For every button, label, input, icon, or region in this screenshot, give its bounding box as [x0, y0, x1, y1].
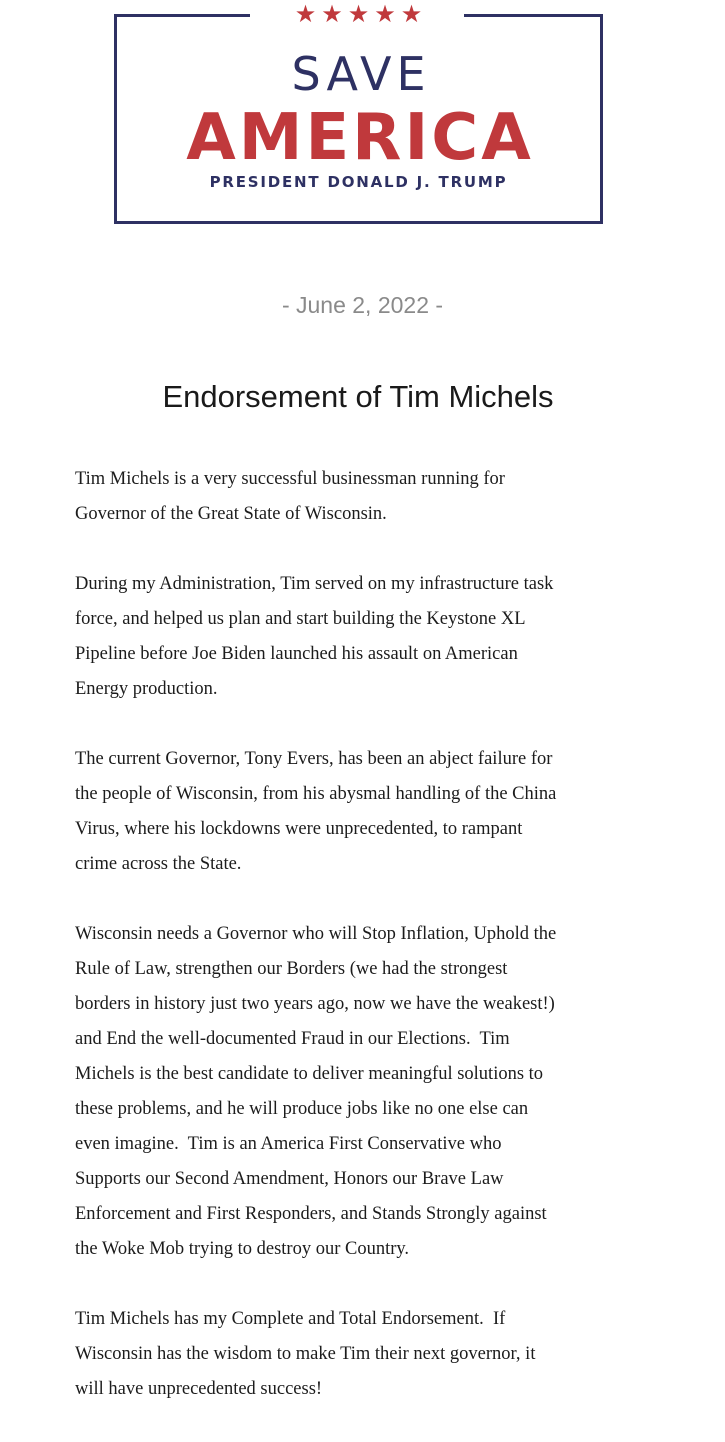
text-line: force, and helped us plan and start building the Keystone XL — [75, 609, 526, 629]
text-line: Tim Michels has my Complete and Total Endorsement. If — [75, 1309, 506, 1329]
paragraph-1 — [75, 462, 655, 532]
text-line: Governor of the Great State of Wisconsin. — [75, 504, 387, 524]
text-line: Michels is the best candidate to deliver meaningful solutions to — [75, 1064, 544, 1084]
logo-save-text: SAVE — [291, 47, 431, 101]
logo-america-text: AMERICA — [186, 101, 534, 175]
text-line: Tim Michels is a very successful businessman running for — [75, 469, 505, 489]
text-line: Enforcement and First Responders, and Stands Strongly against — [75, 1204, 547, 1224]
paragraph-5 — [75, 1302, 655, 1407]
page-title: Endorsement of Tim Michels — [162, 379, 554, 414]
paragraph-4 — [75, 917, 655, 1267]
paragraph-3 — [75, 742, 655, 882]
text-line: Pipeline before Joe Biden launched his assault on American — [75, 644, 518, 664]
text-line: borders in history just two years ago, now we have the weakest!) — [75, 994, 555, 1014]
release-date: - June 2, 2022 - — [281, 292, 444, 318]
text-line: Energy production. — [75, 679, 218, 699]
text-line: the people of Wisconsin, from his abysmal handling of the China — [75, 784, 557, 804]
text-line: even imagine. Tim is an America First Conservative who — [75, 1134, 502, 1154]
save-america-logo — [114, 0, 603, 224]
text-line: the Woke Mob trying to destroy our Country. — [75, 1239, 410, 1259]
text-line: and End the well-documented Fraud in our Elections. Tim — [75, 1029, 510, 1049]
text-line: Supports our Second Amendment, Honors our Brave Law — [75, 1169, 504, 1189]
text-line: Rule of Law, strengthen our Borders (we had the strongest — [75, 959, 508, 979]
paragraph-2 — [75, 567, 655, 707]
statement-body — [75, 462, 655, 1442]
stars-icon: ★★★★★ — [294, 0, 428, 28]
text-line: crime across the State. — [75, 854, 242, 874]
text-line: will have unprecedented success! — [75, 1379, 323, 1399]
text-line: Virus, where his lockdowns were unprecedented, to rampant — [75, 819, 523, 839]
text-line: Wisconsin needs a Governor who will Stop Inflation, Uphold the — [75, 924, 557, 944]
text-line: Wisconsin has the wisdom to make Tim their next governor, it — [75, 1344, 536, 1364]
text-line: The current Governor, Tony Evers, has been an abject failure for — [75, 749, 553, 769]
logo-president-text: PRESIDENT DONALD J. TRUMP — [209, 173, 508, 191]
text-line: During my Administration, Tim served on my infrastructure task — [75, 574, 554, 594]
text-line: these problems, and he will produce jobs like no one else can — [75, 1099, 529, 1119]
